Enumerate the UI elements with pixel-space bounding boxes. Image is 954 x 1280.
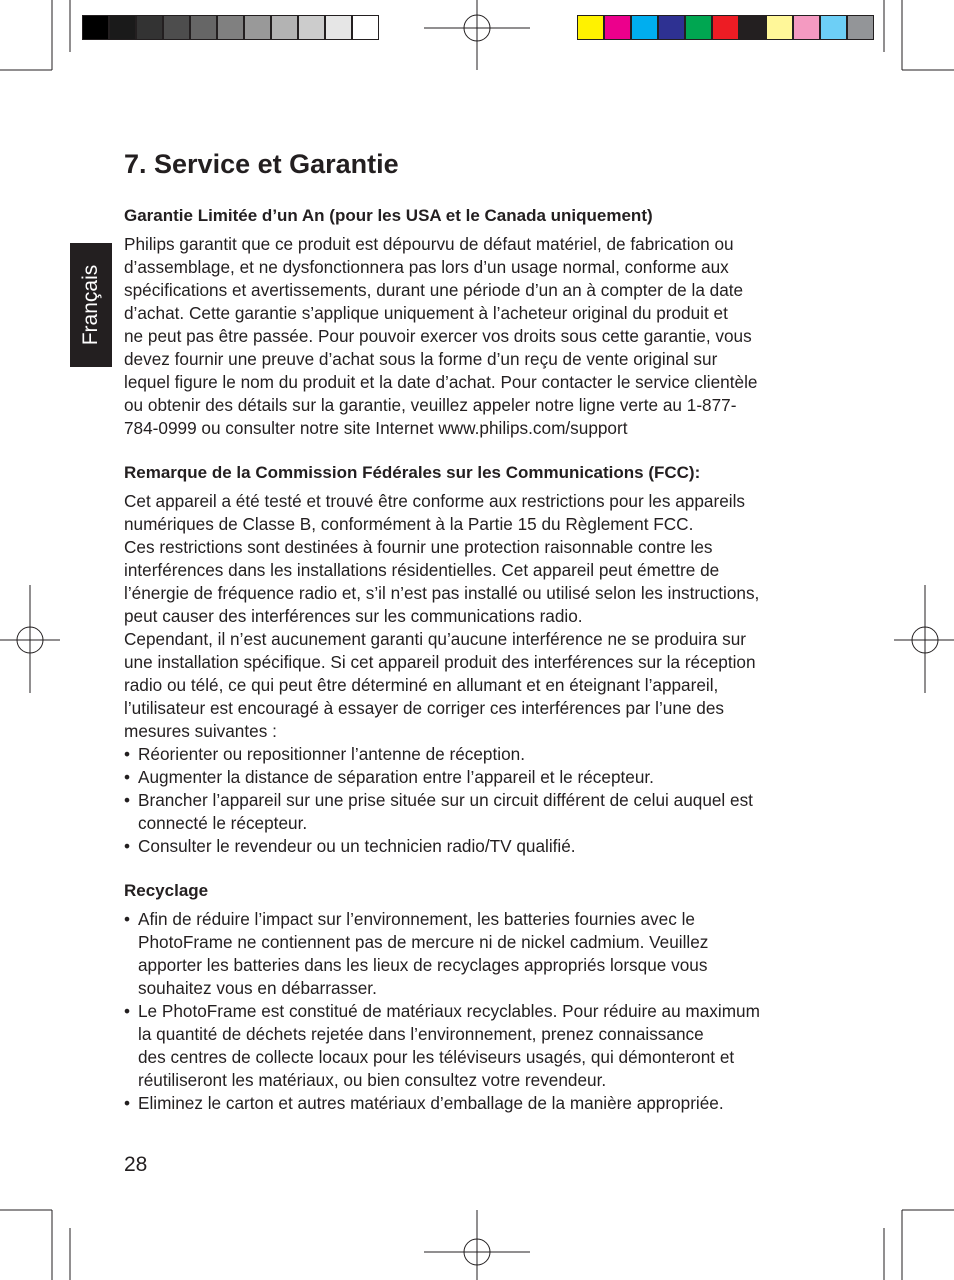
list-item: • Le PhotoFrame est constitué de matériaux recyclables. Pour réduire au maximum la quantité de déchets rejetée dans l’environnement, prenez connaissance des centres de collecte locaux pour les téléviseurs usagés, qui démonteront et réutiliseront les matériaux, ou bien consultez votre revendeur. xyxy=(124,1000,836,1092)
list-item: • Eliminez le carton et autres matériaux d’emballage de la manière appropriée. xyxy=(124,1092,836,1115)
color-swatch xyxy=(658,15,685,40)
color-swatch xyxy=(739,15,766,40)
color-swatch xyxy=(298,15,325,40)
list-item: • Brancher l’appareil sur une prise située sur un circuit différent de celui auquel est connecté le récepteur. xyxy=(124,789,836,835)
color-swatch xyxy=(604,15,631,40)
color-swatch xyxy=(847,15,874,40)
color-swatch xyxy=(352,15,379,40)
color-swatch xyxy=(766,15,793,40)
recycling-bullet-list xyxy=(124,908,836,1115)
page-title: 7. Service et Garantie xyxy=(124,149,399,179)
list-item: • Réorienter ou repositionner l’antenne de réception. xyxy=(124,743,836,766)
fcc-heading: Remarque de la Commission Fédérales sur les Communications (FCC): xyxy=(124,463,701,482)
list-item: • Afin de réduire l’impact sur l’environnement, les batteries fournies avec le PhotoFrame ne contiennent pas de mercure ni de nickel cadmium. Veuillez apporter les batteries dans les lieux de recyclages appropriés lorsque vous souhaitez vous en débarrasser. xyxy=(124,908,836,1000)
color-swatch xyxy=(325,15,352,40)
fcc-text-2: Ces restrictions sont destinées à fournir une protection raisonnable contre les interférences dans les installations résidentielles. Cet appareil peut émettre de l’énergie de fréquence radio et, s’il n’est pas installé ou utilisé selon les instructions, peut causer des interférences sur les communications radio. xyxy=(124,537,760,626)
color-swatch xyxy=(217,15,244,40)
color-swatch xyxy=(82,15,109,40)
color-swatch xyxy=(109,15,136,40)
warranty-heading: Garantie Limitée d’un An (pour les USA et le Canada uniquement) xyxy=(124,206,653,225)
color-swatch xyxy=(244,15,271,40)
list-item: • Consulter le revendeur ou un technicien radio/TV qualifié. xyxy=(124,835,836,858)
color-swatch xyxy=(136,15,163,40)
warranty-text: Philips garantit que ce produit est dépourvu de défaut matériel, de fabrication ou d’assemblage, et ne dysfonctionnera pas lors d’un usage normal, conforme aux spécifications et avertissements, durant une période d’un an à compter de la date d’achat. Cette garantie s’applique uniquement à l’acheteur original du produit et ne peut pas être passée. Pour pouvoir exercer vos droits sous cette garantie, vous devez fournir une preuve d’achat sous la forme d’un reçu de vente original sur lequel figure le nom du produit et la date d’achat. Pour contacter le service clientèle ou obtenir des détails sur la garantie, veuillez appeler notre ligne verte au 1-877- 784-0999 ou consulter notre site Internet www.philips.com/support xyxy=(124,234,758,438)
fcc-text-1: Cet appareil a été testé et trouvé être conforme aux restrictions pour les appareils numériques de Classe B, conformément à la Partie 15 du Règlement FCC. xyxy=(124,491,745,534)
registration-target-bottom xyxy=(424,1210,530,1280)
color-swatch xyxy=(577,15,604,40)
language-side-tab xyxy=(70,243,112,367)
fcc-text-3: Cependant, il n’est aucunement garanti qu’aucune interférence ne se produira sur une installation spécifique. Si cet appareil produit des interférences sur la réception radio ou télé, ce qui peut être déterminé en allumant et en éteignant l’appareil, l’utilisateur est encouragé à essayer de corriger ces interférences par l’une des mesures suivantes : xyxy=(124,629,756,741)
fcc-bullet-list xyxy=(124,743,836,858)
registration-target-left xyxy=(0,585,60,693)
color-swatch xyxy=(685,15,712,40)
color-swatch xyxy=(190,15,217,40)
page-number: 28 xyxy=(124,1153,148,1176)
page-content xyxy=(124,145,836,1115)
registration-target-top xyxy=(424,0,530,70)
fcc-section xyxy=(124,462,836,858)
warranty-section xyxy=(124,205,836,440)
registration-target-right xyxy=(894,585,954,693)
color-swatch xyxy=(712,15,739,40)
recycling-heading: Recyclage xyxy=(124,881,209,900)
color-swatch xyxy=(631,15,658,40)
color-swatch xyxy=(793,15,820,40)
color-swatch xyxy=(271,15,298,40)
list-item: • Augmenter la distance de séparation entre l’appareil et le récepteur. xyxy=(124,766,836,789)
color-swatch xyxy=(820,15,847,40)
language-label: Français xyxy=(79,264,102,346)
color-swatch xyxy=(163,15,190,40)
recycling-section xyxy=(124,880,836,1115)
